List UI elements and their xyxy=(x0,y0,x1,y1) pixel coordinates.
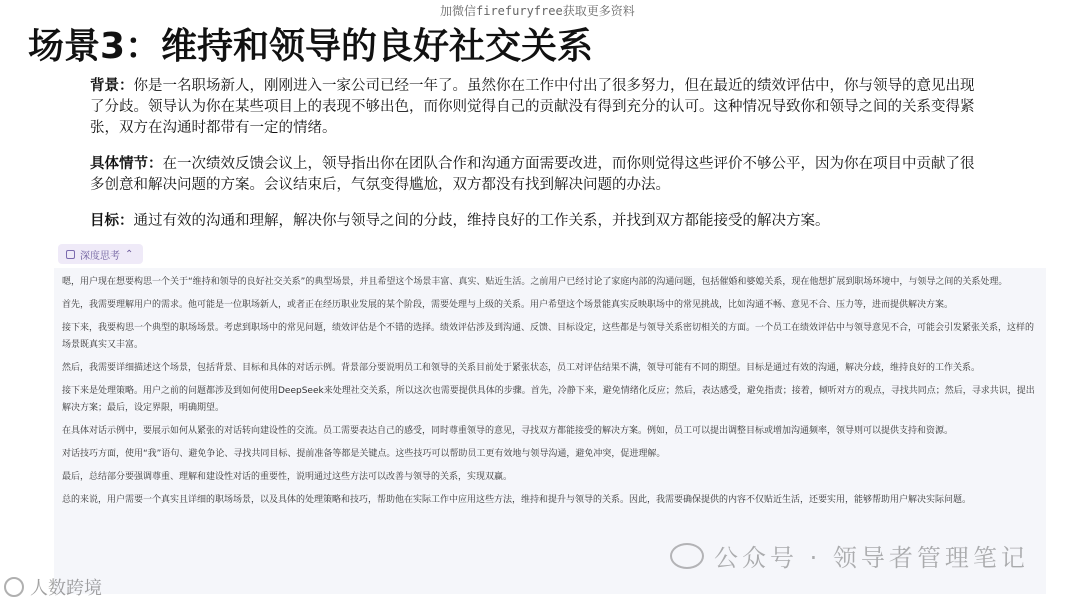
corner-watermark xyxy=(4,574,102,600)
think-paragraph: 接下来，我要构思一个典型的职场场景。考虑到职场中的常见问题，绩效评估是个不错的选择。绩效评估涉及到沟通、反馈、目标设定，这些都是与领导关系密切相关的方面。一个员工在绩效评估中与领导意见不合，可能会引发紧张关系，这样的场景既真实又丰富。 xyxy=(62,323,1035,350)
goal-label: 目标： xyxy=(90,213,134,229)
background-paragraph xyxy=(90,76,980,139)
think-paragraph: 在具体对话示例中，要展示如何从紧张的对话转向建设性的交流。员工需要表达自己的感受，同时尊重领导的意见，寻找双方都能接受的解决方案。例如，员工可以提出调整目标或增加沟通频率，领导则可以提供支持和资源。 xyxy=(62,426,954,436)
think-icon xyxy=(66,250,75,259)
page-title: 场景3：维持和领导的良好社交关系 xyxy=(28,26,594,67)
brand-logo-icon xyxy=(4,577,24,597)
think-paragraph: 然后，我需要详细描述这个场景，包括背景、目标和具体的对话示例。背景部分要说明员工和领导的关系目前处于紧张状态，员工对评估结果不满，领导可能有不同的期望。目标是通过有效的沟通，解决分歧，维持良好的工作关系。 xyxy=(62,363,981,373)
think-paragraph: 对话技巧方面，使用“我”语句、避免争论、寻找共同目标、提前准备等都是关键点。这些技巧可以帮助员工更有效地与领导沟通，避免冲突，促进理解。 xyxy=(62,449,666,459)
think-paragraph: 总的来说，用户需要一个真实且详细的职场场景，以及具体的处理策略和技巧，帮助他在实际工作中应用这些方法，维持和提升与领导的关系。因此，我需要确保提供的内容不仅贴近生活，还要实用，能够帮助用户解决实际问题。 xyxy=(62,495,972,505)
top-watermark-text: 加微信firefuryfree获取更多资料 xyxy=(440,4,635,18)
deep-think-toggle[interactable] xyxy=(58,244,143,264)
wechat-logo-icon xyxy=(670,543,704,569)
situation-paragraph xyxy=(90,154,980,196)
corner-watermark-text: 人数跨境 xyxy=(30,578,102,599)
think-paragraph: 首先，我需要理解用户的需求。他可能是一位职场新人，或者正在经历职业发展的某个阶段，需要处理与上级的关系。用户希望这个场景能真实反映职场中的常见挑战，比如沟通不畅、意见不合、压力等，进而提供解决方案。 xyxy=(62,300,954,310)
wechat-watermark-text: 公众号 · 领导者管理笔记 xyxy=(714,544,1029,572)
situation-text: 在一次绩效反馈会议上，领导指出你在团队合作和沟通方面需要改进，而你则觉得这些评价不够公平，因为你在项目中贡献了很多创意和解决问题的方案。会议结束后，气氛变得尴尬，双方都没有找到解决问题的办法。 xyxy=(90,156,975,193)
wechat-watermark xyxy=(670,538,1029,573)
think-paragraph: 最后，总结部分要强调尊重、理解和建设性对话的重要性，说明通过这些方法可以改善与领导的关系，实现双赢。 xyxy=(62,472,513,482)
background-text: 你是一名职场新人，刚刚进入一家公司已经一年了。虽然你在工作中付出了很多努力，但在最近的绩效评估中，你与领导的意见出现了分歧。领导认为你在某些项目上的表现不够出色，而你则觉得自己的贡献没有得到充分的认可。这种情况导致你和领导之间的关系变得紧张，双方在沟通时都带有一定的情绪。 xyxy=(90,78,975,136)
scenario-intro xyxy=(90,76,980,247)
think-paragraph: 嗯，用户现在想要构思一个关于“维持和领导的良好社交关系”的典型场景，并且希望这个场景丰富、真实、贴近生活。之前用户已经讨论了家庭内部的沟通问题，包括催婚和婆媳关系，现在他想扩展到职场环境中，与领导之间的关系处理。 xyxy=(62,277,1008,287)
goal-text: 通过有效的沟通和理解，解决你与领导之间的分歧，维持良好的工作关系，并找到双方都能接受的解决方案。 xyxy=(133,213,830,229)
background-label: 背景： xyxy=(90,78,134,94)
goal-paragraph xyxy=(90,211,980,232)
think-paragraph: 接下来是处理策略。用户之前的问题都涉及到如何使用DeepSeek来处理社交关系，所以这次也需要提供具体的步骤。首先，冷静下来，避免情绪化反应；然后，表达感受，避免指责；接着，倾听对方的观点，寻找共同点；然后，寻求共识，提出解决方案；最后，设定界限，明确期望。 xyxy=(62,386,1035,413)
deep-think-label: 深度思考 xyxy=(80,250,120,262)
situation-label: 具体情节： xyxy=(90,156,163,172)
chevron-up-icon: ⌃ xyxy=(125,248,134,260)
